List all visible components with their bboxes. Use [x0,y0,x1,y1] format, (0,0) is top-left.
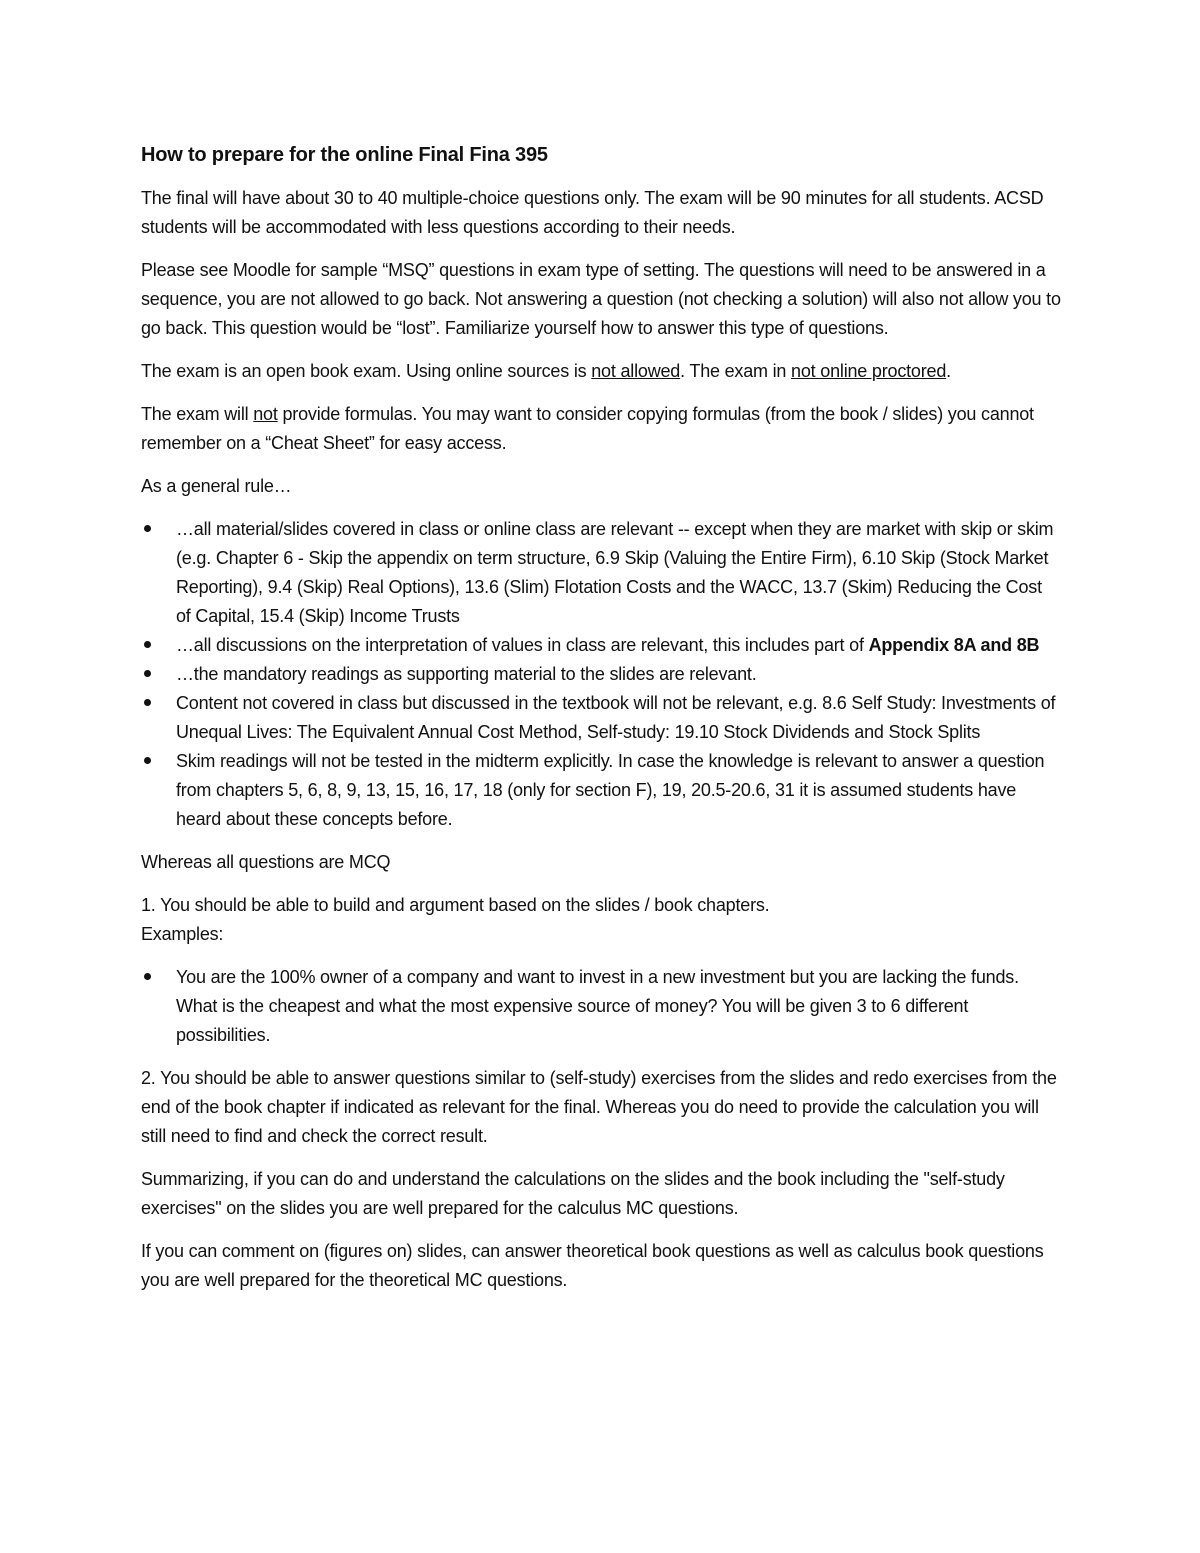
paragraph-summarizing: Summarizing, if you can do and understand the calculations on the slides and the book including the "self-study exercises" on the slides you are well prepared for the calculus MC questions. [141,1169,1005,1218]
list-item: You are the 100% owner of a company and want to invest in a new investment but you are lacking the funds. What is the cheapest and what the most expensive source of money? You will be given 3 to 6 different possibilities. [141,963,1061,1050]
list-item [141,631,1061,660]
list-item: Skim readings will not be tested in the midterm explicitly. In case the knowledge is relevant to answer a question from chapters 5, 6, 8, 9, 13, 15, 16, 17, 18 (only for section F), 19, 20.5-20.6, 31 it is assumed students have heard about these concepts before. [141,747,1061,834]
paragraph-point-2: 2. You should be able to answer questions similar to (self-study) exercises from the slides and redo exercises from the end of the book chapter if indicated as relevant for the final. Whereas you do need to provide the calculation you will still need to find and check the correct result. [141,1068,1057,1146]
paragraph-mcq: Whereas all questions are MCQ [141,852,391,872]
underlined-not-proctored: not online proctored [791,361,947,381]
underlined-not-allowed: not allowed [591,361,681,381]
underlined-not: not [253,404,278,424]
document-title: How to prepare for the online Final Fina 395 [141,144,548,166]
list-item: Content not covered in class but discussed in the textbook will not be relevant, e.g. 8.6 Self Study: Investments of Unequal Lives: The Equivalent Annual Cost Method, Self-study: 19.10 Stock Dividends and Stock Splits [141,689,1061,747]
text-segment: . [946,361,951,381]
list-item: …the mandatory readings as supporting material to the slides are relevant. [141,660,1061,689]
paragraph-general-rule: As a general rule… [141,476,292,496]
paragraph-theoretical: If you can comment on (figures on) slides, can answer theoretical book questions as well as calculus book questions you are well prepared for the theoretical MC questions. [141,1241,1044,1290]
text-segment: …all discussions on the interpretation of values in class are relevant, this includes part of [176,635,869,655]
list-item: …all material/slides covered in class or online class are relevant -- except when they are market with skip or skim (e.g. Chapter 6 - Skip the appendix on term structure, 6.9 Skip (Valuing the Entire Firm), 6.10 Skip (Stock Market Reporting), 9.4 (Skip) Real Options), 13.6 (Slim) Flotation Costs and the WACC, 13.7 (Skim) Reducing the Cost of Capital, 15.4 (Skip) Income Trusts [141,515,1061,631]
document-body [141,141,1061,1309]
paragraph-point-1: 1. You should be able to build and argument based on the slides / book chapters. [141,895,770,915]
paragraph-formulas [141,400,1061,458]
paragraph-exam-format: The final will have about 30 to 40 multiple-choice questions only. The exam will be 90 minutes for all students. ACSD students will be accommodated with less questions according to their needs. [141,188,1044,237]
text-segment: . The exam in [680,361,792,381]
paragraph-examples-label: Examples: [141,924,224,944]
text-segment: The exam is an open book exam. Using online sources is [141,361,592,381]
paragraph-open-book [141,357,1061,386]
text-segment: The exam will [141,404,254,424]
paragraph-moodle-sample: Please see Moodle for sample “MSQ” questions in exam type of setting. The questions will need to be answered in a sequence, you are not allowed to go back. Not answering a question (not checking a solution) will also not allow you to go back. This question would be “lost”. Familiarize yourself how to answer this type of questions. [141,260,1061,338]
rules-list [141,515,1061,834]
text-segment: provide formulas. You may want to consider copying formulas (from the book / slides) you cannot remember on a “Cheat Sheet” for easy access. [141,404,1034,453]
bold-appendix: Appendix 8A and 8B [868,635,1040,655]
examples-list [141,963,1061,1050]
